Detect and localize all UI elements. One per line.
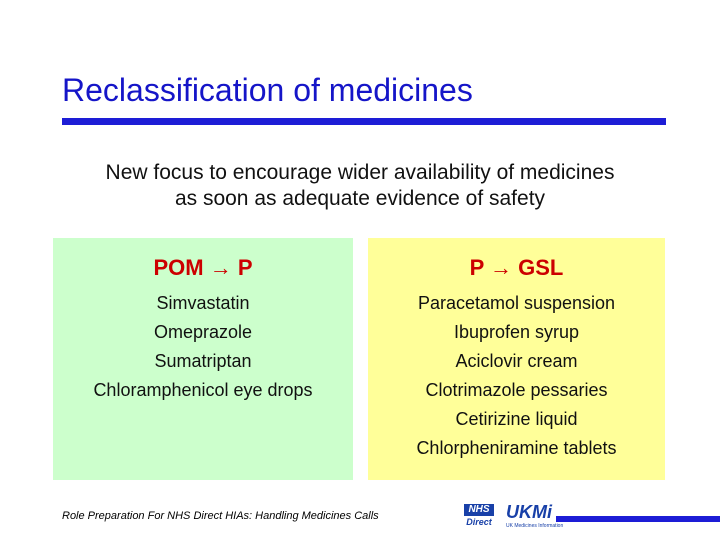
p-to-gsl-list (368, 289, 665, 463)
list-item: Chlorpheniramine tablets (416, 438, 617, 458)
nhs-logo-mark: NHS (464, 504, 494, 516)
list-item: Chloramphenicol eye drops (93, 380, 313, 400)
list-item: Simvastatin (156, 293, 250, 313)
pom-to-p-box (53, 238, 353, 480)
p-to-gsl-box (368, 238, 665, 480)
pom-to-p-list (53, 289, 353, 405)
ukmi-logo-subtext: UK Medicines Information (506, 523, 564, 529)
list-item: Paracetamol suspension (417, 293, 616, 313)
intro-line-1: New focus to encourage wider availability of medicines (105, 161, 615, 184)
nhs-logo-subtext: Direct (466, 517, 492, 527)
list-item: Cetirizine liquid (455, 409, 578, 429)
footer-accent-bar (556, 516, 720, 522)
ukmi-logo-mark: UKMi (506, 502, 552, 522)
nhs-direct-logo (462, 504, 496, 532)
list-item: Aciclovir cream (455, 351, 578, 371)
pom-to-p-heading: POM → P (153, 255, 253, 280)
footer-text: Role Preparation For NHS Direct HIAs: Handling Medicines Calls (62, 510, 379, 522)
slide-title: Reclassification of medicines (62, 72, 473, 108)
list-item: Sumatriptan (154, 351, 252, 371)
p-to-gsl-heading: P → GSL (469, 255, 564, 280)
title-underline (62, 118, 666, 125)
list-item: Omeprazole (153, 322, 253, 342)
intro-text (20, 160, 700, 212)
intro-line-2: as soon as adequate evidence of safety (174, 187, 546, 210)
list-item: Ibuprofen syrup (453, 322, 580, 342)
list-item: Clotrimazole pessaries (425, 380, 608, 400)
